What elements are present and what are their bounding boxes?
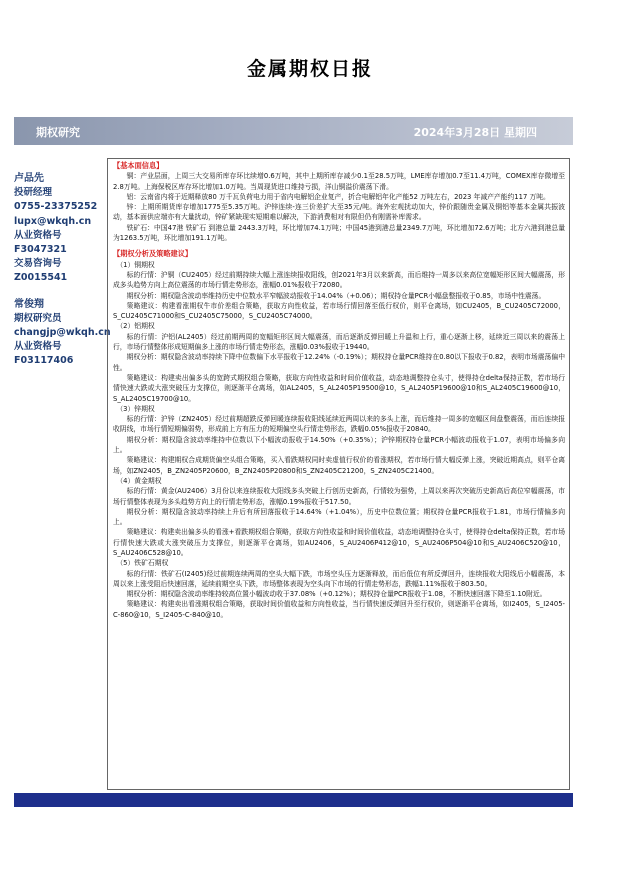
basics-heading: 【基本面信息】 (113, 161, 164, 170)
section-title: （1）铜期权 (116, 260, 155, 269)
section-title: （4）黄金期权 (116, 476, 162, 485)
section-trend: 标的行情：铁矿石(I2405)经过前期连续两周的空头大幅下跌，市场空头压力逐渐释放，而后低位有所反弹回升，连续报收大阳线后小幅震荡，本周以来上涨受阻后快速回落，延续前期空头下跌，市场整体表现为空头向下市场的行情走势形态，跌幅1.11%报收于803.50。 (113, 569, 565, 588)
section-analysis: 期权分析：期权隐含波动率持续上升后有所回落报收于14.64%（+1.04%），历史中位数位置；期权持仓量PCR报收于1.81，市场行情偏多向上。 (113, 507, 565, 527)
analyst-email[interactable]: changjp@wkqh.cn (14, 327, 111, 339)
section-title: （2）铝期权 (116, 322, 155, 331)
analyst-email[interactable]: lupx@wkqh.cn (14, 215, 92, 227)
cert-label: 从业资格号 (14, 341, 62, 353)
strategy-heading: 【期权分析及策略建议】 (113, 249, 193, 259)
section-title: （3）锌期权 (116, 404, 155, 413)
advisory-number: Z0015541 (14, 272, 68, 284)
advisory-label: 交易咨询号 (14, 258, 62, 270)
section-trend: 标的行情：沪铝(AL2405）经过前期两周的宽幅矩形区间大幅震荡，而后逐渐反弹回暖上升温和上行，重心逐渐上移，延续近三周以来的震荡上行，市场行情整体形成短期偏多上涨的市场行情走势形态，涨幅0.03%报收于19440。 (113, 332, 565, 352)
section-analysis: 期权分析：期权隐含波动率维持中位数以下小幅波动报收于14.50%（+0.35%）；沪锌期权持仓量PCR小幅波动报收于1.07，表明市场偏多向上。 (113, 435, 565, 455)
section-trend: 标的行情：黄金(AU2406）3月份以来连续报收大阳线多头突破上行创历史新高，行情较为强势，上周以来再次突破历史新高后高位窄幅震荡，市场行情整体表现为多头趋势方向上的行情走势形态，涨幅0.19%报收于517.50。 (113, 487, 565, 506)
section-advice: 策略建议：构建看涨期权牛市价差组合策略，获取方向性收益，若市场行情回落至低行权价，则平仓离场，如CU2405，B_CU2405C72000，S_CU2405C71000和S_CU2405C75000，S_CU2405C74000。 (113, 301, 565, 321)
analyst-card (14, 172, 106, 286)
section-label: 期权研究 (36, 126, 80, 139)
section-analysis: 期权分析：期权隐含波动率维持较高位置小幅波动收于37.08%（+0.12%）；期权持仓量PCR报收于1.08，不断快速回落下降至1.10附近。 (126, 590, 547, 599)
basics-paragraph: 铁矿石：中国47港 铁矿石 到港总量 2443.3万吨，环比增加74.1万吨；中国45港到港总量2349.7万吨，环比增加72.6万吨；北方六港到港总量为1263.5万吨，环比增加191.1万吨。 (113, 223, 565, 243)
analyst-name: 卢品先 (14, 173, 44, 184)
basics-paragraph: 铝：云南省内将于近期释放80 万千瓦负荷电力用于省内电解铝企业复产，折合电解铝年化产能52 万吨左右，2023 年减产产能约117 万吨。 (126, 192, 550, 201)
cert-number: F3047321 (14, 244, 67, 256)
section-analysis: 期权分析：期权隐含波动率持续下降中位数偏下水平报收于12.24%（-0.19%）；期权持仓量PCR维持在0.80以下报收于0.82，表明市场震荡偏中性。 (113, 353, 565, 372)
cert-label: 从业资格号 (14, 229, 62, 241)
report-date: 2024年3月28日 星期四 (413, 126, 537, 139)
basics-paragraph: 铜：产业层面，上周三大交易所库存环比续增0.6万吨，其中上期所库存减少0.1至28.5万吨，LME库存增加0.7至11.4万吨，COMEX库存微增至2.8万吨。上海保税区库存环比增加1.0万吨。当周现货进口维持亏损，洋山铜溢价震荡下滑。 (113, 172, 565, 191)
section-trend: 标的行情：沪铜（CU2405）经过前期持续大幅上涨连续报收阳线，创2021年3月以来新高，而后维持一周多以来高位宽幅矩形区间大幅震荡，形成多头趋势方向上高位震荡的市场行情走势形态，涨幅0.01%报收于72080。 (113, 270, 565, 290)
analyst-role: 投研经理 (14, 187, 53, 199)
basics-paragraph: 锌：上期所期货库存增加1775至5.35万吨。沪锌连续-连三价差扩大至35元/吨。海外宏观扰动加大，锌价跟随贵金属及铜铝等基本金属共振波动，基本面供应端亦有大量扰动，锌矿紧缺现实短期难以解决，下游消费相对有限但仍有刚需补库需求。 (113, 203, 565, 222)
section-title: （5）铁矿石期权 (116, 559, 169, 568)
cert-number: F03117406 (14, 355, 74, 367)
section-trend: 标的行情：沪锌（ZN2405）经过前期超跌反弹回暖连续报收阳线延续近两周以来的多头上涨，而后维持一周多的宽幅区间盘整震荡，而后连续报收阴线，市场行情短期偏弱势，形成前上方有压力的短期偏空头行情走势形态，跌幅0.05%报收于20840。 (113, 415, 565, 434)
analyst-card (14, 298, 111, 369)
footer-bar (14, 793, 573, 807)
section-advice: 策略建议：构建卖出偏多头的看涨+看跌期权组合策略，获取方向性收益和时间价值收益，动态地调整持仓头寸，使得持仓delta保持正数，若市场行情快速大跌或大涨突破压力支撑位，则逐渐平仓离场，如AU2406，S_AU2406P412@10，S_AU2406P504@10和S_AU2406C520@10，S_AU2406C528@10。 (113, 528, 565, 557)
analyst-role: 期权研究员 (14, 312, 62, 324)
report-title: 金属期权日报 (246, 58, 373, 80)
section-advice: 策略建议：构建卖出看涨期权组合策略，获取时间价值收益和方向性收益，当行情快速反弹回升至行权价，则逐渐平仓离场，如I2405，S_I2405-C-860@10，S_I2405-C-840@10。 (113, 600, 565, 619)
analyst-name: 常俊翔 (14, 298, 44, 310)
analyst-sidebar (14, 172, 111, 369)
header-bar (14, 117, 573, 145)
section-advice: 策略建议：构建卖出偏多头的宽跨式期权组合策略，获取方向性收益和时间价值收益，动态地调整持仓头寸，使得持仓delta保持正数，若市场行情快速大跌或大涨突破压力支撑位，则逐渐平仓离场，如AL2405，S_AL2405P19500@10，S_AL2405P19600@10和S_AL2405C19600@10，S_AL2405C19700@10。 (113, 373, 565, 403)
section-advice: 策略建议：构建期权合成期货偏空头组合策略，买入看跌期权同时卖虚值行权价的看涨期权，若市场行情大幅反弹上涨，突破近期高点，则平仓离场，如ZN2405，B_ZN2405P20600，B_ZN2405P20800和S_ZN2405C21200，S_ZN2405C21400。 (113, 456, 565, 475)
analyst-phone: 0755-23375252 (14, 201, 98, 213)
report-content (107, 158, 570, 790)
section-analysis: 期权分析：期权隐含波动率维持历史中位数水平窄幅波动报收于14.04%（+0.06）；期权持仓量PCR小幅盘整报收于0.85，市场中性震荡。 (126, 291, 546, 300)
